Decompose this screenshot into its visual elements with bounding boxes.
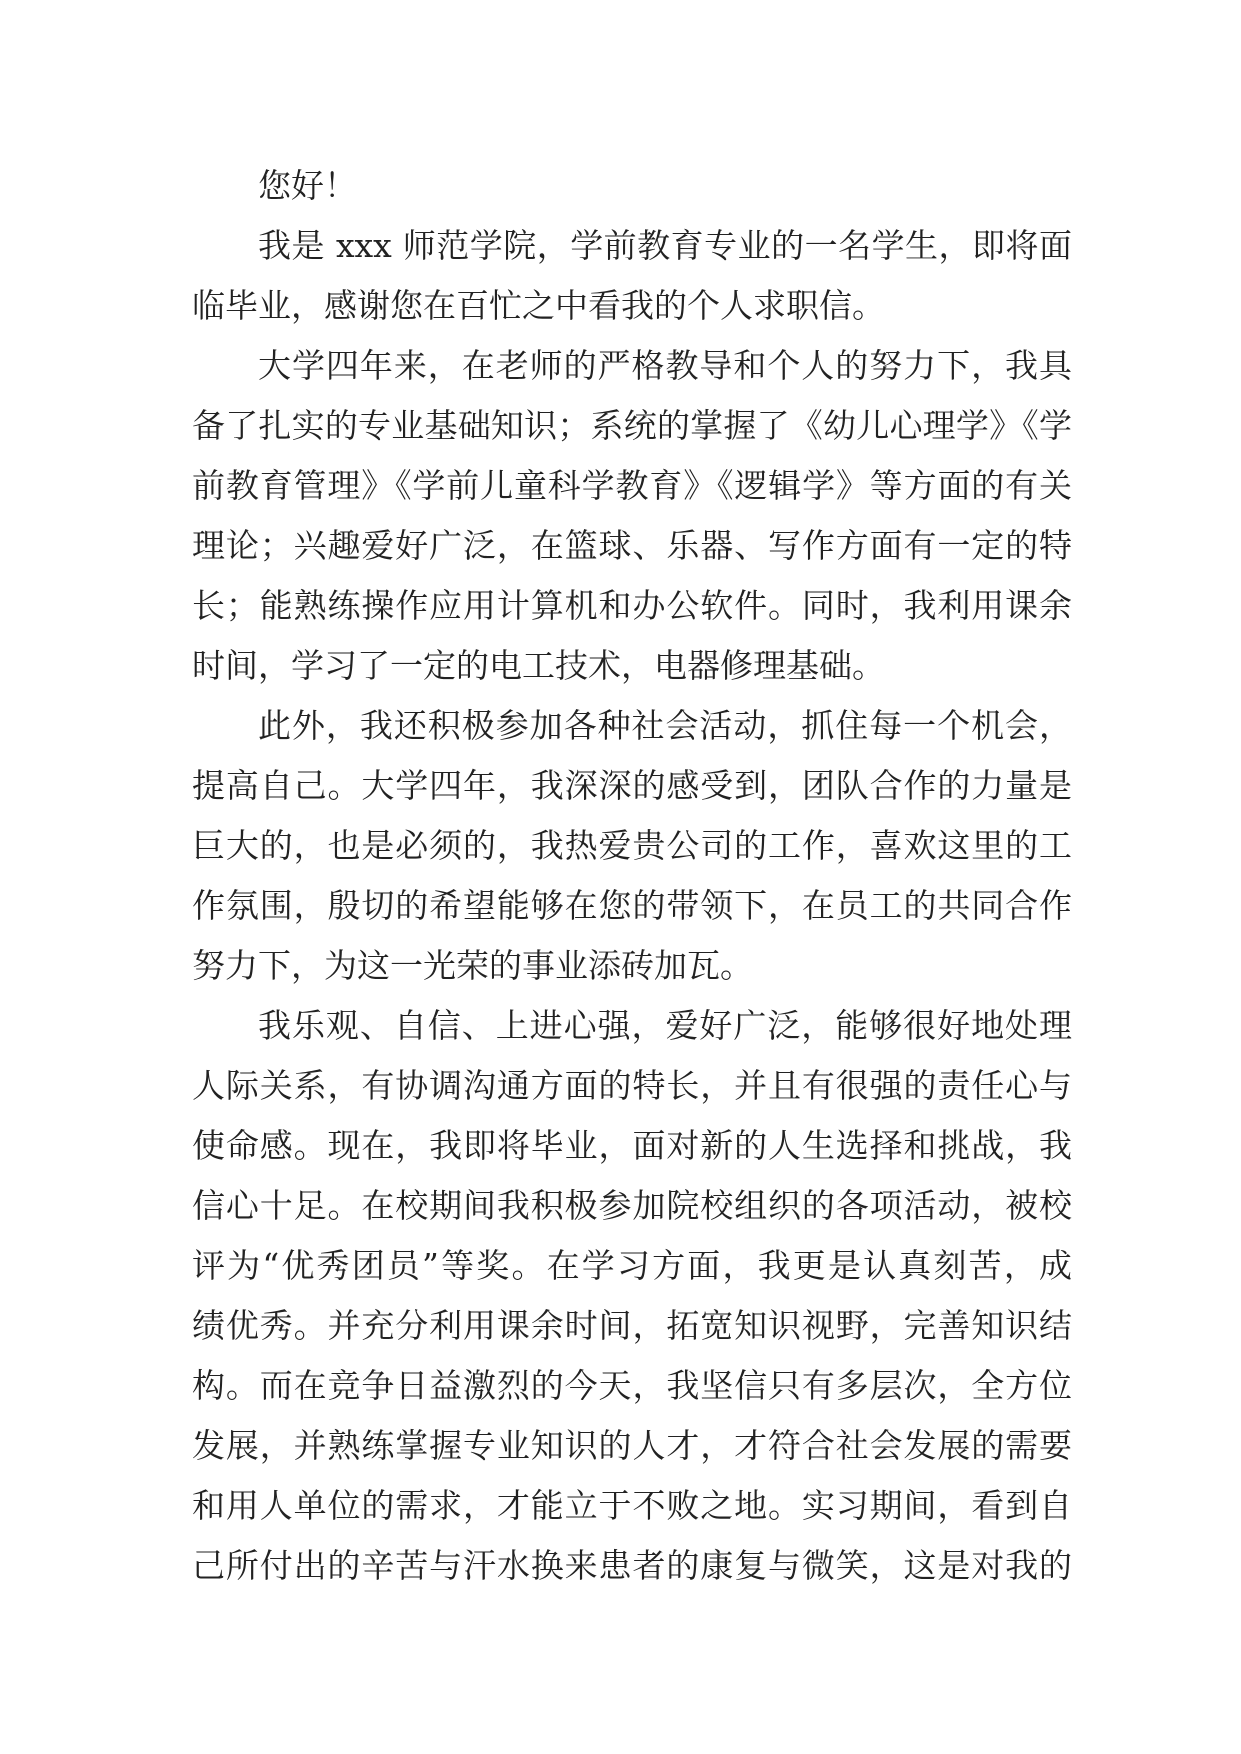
paragraph-1	[192, 216, 1072, 336]
text-line: 备了扎实的专业基础知识；系统的掌握了《幼儿心理学》《学	[192, 406, 1072, 445]
text-line: 绩优秀。并充分利用课余时间，拓宽知识视野，完善知识结	[192, 1306, 1072, 1345]
text-line: 作氛围，殷切的希望能够在您的带领下，在员工的共同合作	[192, 886, 1072, 925]
text-line: 长；能熟练操作应用计算机和办公软件。同时，我利用课余	[192, 586, 1072, 625]
text-line: 己所付出的辛苦与汗水换来患者的康复与微笑，这是对我的	[192, 1546, 1072, 1585]
text-line: 我是 xxx 师范学院，学前教育专业的一名学生，即将面	[258, 226, 1072, 265]
text-line: 我乐观、自信、上进心强，爱好广泛，能够很好地处理	[258, 1006, 1072, 1045]
text-line: 前教育管理》《学前儿童科学教育》《逻辑学》等方面的有关	[192, 466, 1072, 505]
text-line: 评为“优秀团员”等奖。在学习方面，我更是认真刻苦，成	[192, 1246, 1072, 1285]
text-line: 构。而在竞争日益激烈的今天，我坚信只有多层次，全方位	[192, 1366, 1072, 1405]
text-line: 和用人单位的需求，才能立于不败之地。实习期间，看到自	[192, 1486, 1072, 1525]
text-line: 大学四年来，在老师的严格教导和个人的努力下，我具	[258, 346, 1072, 385]
text-line: 人际关系，有协调沟通方面的特长，并且有很强的责任心与	[192, 1066, 1072, 1105]
paragraph-3	[192, 696, 1072, 996]
paragraph-4	[192, 996, 1072, 1596]
text-line: 此外，我还积极参加各种社会活动，抓住每一个机会，	[258, 706, 1072, 745]
greeting: 您好！	[258, 166, 357, 205]
text-line: 信心十足。在校期间我积极参加院校组织的各项活动，被校	[192, 1186, 1072, 1225]
text-line: 巨大的，也是必须的，我热爱贵公司的工作，喜欢这里的工	[192, 826, 1072, 865]
text-line: 发展，并熟练掌握专业知识的人才，才符合社会发展的需要	[192, 1426, 1072, 1465]
text-line: 提高自己。大学四年，我深深的感受到，团队合作的力量是	[192, 766, 1072, 805]
text-line: 使命感。现在，我即将毕业，面对新的人生选择和挑战，我	[192, 1126, 1072, 1165]
letter-body	[192, 156, 1072, 1596]
paragraph-2	[192, 336, 1072, 696]
text-line: 努力下，为这一光荣的事业添砖加瓦。	[192, 946, 753, 985]
text-line: 时间，学习了一定的电工技术，电器修理基础。	[192, 646, 885, 685]
text-line: 理论；兴趣爱好广泛，在篮球、乐器、写作方面有一定的特	[192, 526, 1072, 565]
text-line: 临毕业，感谢您在百忙之中看我的个人求职信。	[192, 286, 885, 325]
